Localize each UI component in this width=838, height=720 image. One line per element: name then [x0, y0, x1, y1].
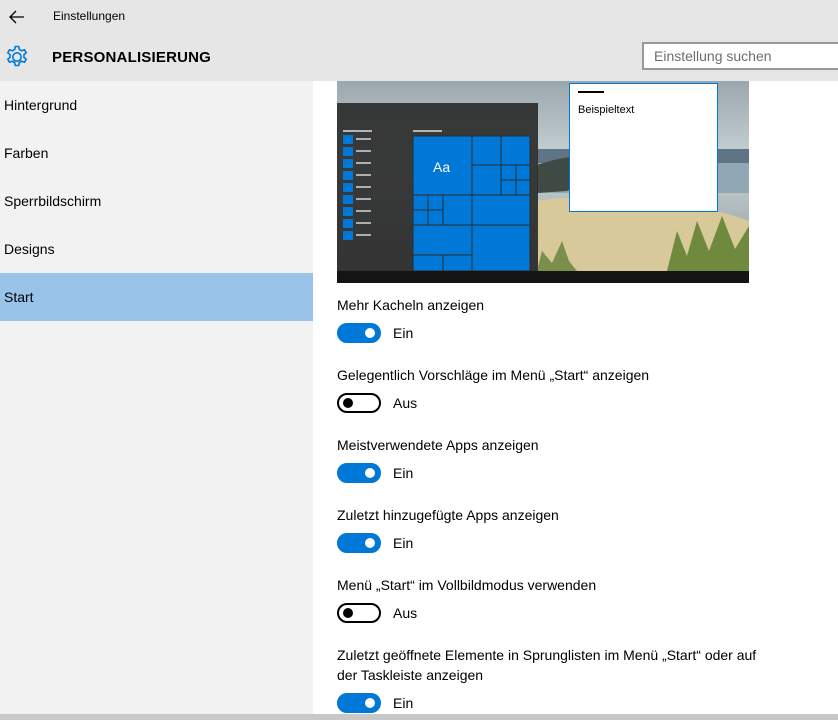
back-button[interactable] — [0, 0, 34, 34]
toggle-row — [337, 532, 413, 554]
setting-label: Gelegentlich Vorschläge im Menü „Start“ anzeigen — [337, 367, 650, 383]
toggle-knob — [343, 398, 353, 408]
toggle-row — [337, 602, 417, 624]
toggle-state: Ein — [393, 325, 414, 341]
window-title: Einstellungen — [53, 9, 126, 23]
setting-meistverwendete-apps — [337, 435, 777, 481]
toggle-switch[interactable] — [337, 323, 381, 343]
taskbar-edge — [0, 714, 838, 720]
setting-label: Zuletzt geöffnete Elemente in Sprunglisten im Menü „Start“ oder auf der Taskleiste anzeigen — [337, 647, 757, 683]
sample-text: Beispieltext — [578, 104, 635, 116]
search-input[interactable] — [642, 42, 838, 70]
toggle-switch[interactable] — [337, 533, 381, 553]
sidebar-item-farben[interactable]: Farben — [4, 145, 49, 161]
toggle-row — [337, 322, 413, 344]
gear-icon — [4, 44, 30, 70]
toggle-switch[interactable] — [337, 693, 381, 713]
main-content — [313, 81, 838, 720]
setting-vollbildmodus — [337, 575, 777, 621]
sidebar-item-designs[interactable]: Designs — [4, 241, 55, 257]
toggle-knob — [365, 468, 375, 478]
page-title: PERSONALISIERUNG — [52, 49, 212, 66]
setting-zuletzt-hinzugefuegte-apps — [337, 505, 777, 551]
start-preview — [337, 81, 749, 283]
sample-window — [569, 83, 718, 212]
setting-sprunglisten — [337, 645, 772, 711]
toggle-knob — [343, 608, 353, 618]
toggle-state: Ein — [393, 695, 414, 711]
toggle-knob — [365, 328, 375, 338]
toggle-row — [337, 692, 413, 714]
toggle-row — [337, 392, 417, 414]
preview-tile-text: Aa — [433, 159, 451, 175]
page-header — [0, 34, 838, 81]
toggle-state: Ein — [393, 535, 414, 551]
sidebar-item-sperrbildschirm[interactable]: Sperrbildschirm — [4, 193, 102, 209]
toggle-state: Ein — [393, 465, 414, 481]
toggle-switch[interactable] — [337, 463, 381, 483]
toggle-switch[interactable] — [337, 393, 381, 413]
setting-mehr-kacheln — [337, 295, 777, 341]
toggle-row — [337, 462, 413, 484]
sidebar-item-hintergrund[interactable]: Hintergrund — [4, 97, 78, 113]
toggle-switch[interactable] — [337, 603, 381, 623]
title-bar — [0, 0, 838, 34]
sidebar — [0, 81, 313, 720]
setting-label: Zuletzt hinzugefügte Apps anzeigen — [337, 507, 559, 523]
setting-label: Mehr Kacheln anzeigen — [337, 297, 485, 313]
toggle-state: Aus — [393, 605, 418, 621]
toggle-knob — [365, 698, 375, 708]
back-arrow-icon — [9, 10, 25, 24]
setting-vorschlaege — [337, 365, 777, 411]
sample-window-bar — [578, 91, 604, 93]
sidebar-item-start[interactable]: Start — [0, 273, 313, 321]
setting-label: Meistverwendete Apps anzeigen — [337, 437, 539, 453]
setting-label: Menü „Start“ im Vollbildmodus verwenden — [337, 577, 597, 593]
toggle-knob — [365, 538, 375, 548]
toggle-state: Aus — [393, 395, 418, 411]
